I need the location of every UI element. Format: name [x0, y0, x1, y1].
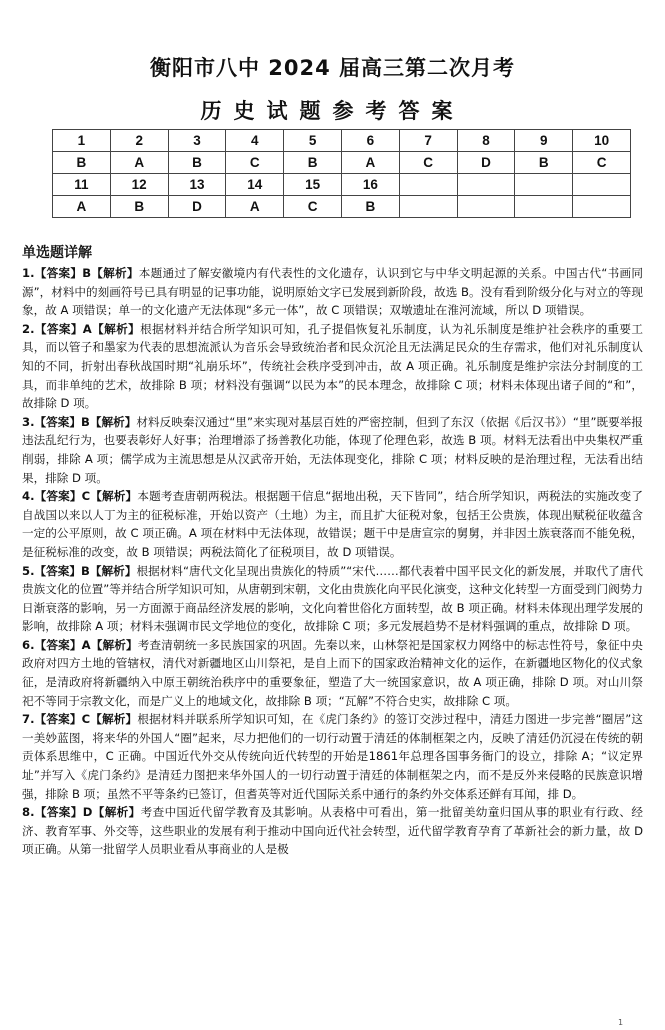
explanation-item-7 [22, 710, 643, 803]
table-cell: B [284, 152, 342, 174]
page-title: 衡阳市八中 2024 届高三第二次月考 [149, 56, 516, 80]
explanation-item-6 [22, 636, 643, 710]
answer-tag: 【答案】C【解析】 [34, 712, 138, 727]
table-cell: C [226, 152, 284, 174]
answer-tag: 【答案】B【解析】 [34, 266, 139, 280]
table-cell: B [168, 152, 226, 174]
table-cell: 2 [110, 130, 168, 152]
item-number: 3. [22, 414, 35, 429]
explanation-item-4 [22, 487, 643, 561]
table-cell: 7 [399, 130, 457, 152]
item-number: 2. [22, 321, 35, 336]
table-cell: 10 [573, 130, 631, 152]
table-cell: A [110, 152, 168, 174]
page-subtitle: 历史试题参考答案 [200, 99, 465, 123]
table-cell: C [399, 152, 457, 174]
table-cell [515, 196, 573, 218]
explanation-text: 本题通过了解安徽境内有代表性的文化遗存，认识到它与中华文明起源的关系。中国古代“书画同源”，材料中的刻画符号已具有明显的记事功能，说明原始文字已发展到新阶段，故选 B。没有看到阶级分化与对立的等现象，故 A 项错误；单一的文化遗产无法体现“多元一体”，故 C 项错误；双墩遗址在淮河流域，所以 D 项错误。 [22, 266, 643, 318]
explanation-text: 考查清朝统一多民族国家的巩固。先秦以来，山林祭祀是国家权力网络中的标志性符号，象征中央政府对四方土地的管辖权，清代对新疆地区山川祭祀，是自上而下的国家政治精神文化的运作，在新疆地区物化的仪式象征，是清政府将新疆纳入中原王朝统治秩序中的重要象征，塑造了大一统国家意识，故 A 项正确，排除 D 项。对山川祭祀不等同于宗教文化，而是广义上的地域文化，故排除 B 项；“瓦解”不符合史实，故排除 C 项。 [22, 637, 643, 708]
table-cell: 6 [341, 130, 399, 152]
table-cell: D [457, 152, 515, 174]
table-cell: C [573, 152, 631, 174]
table-cell: 3 [168, 130, 226, 152]
table-cell: 5 [284, 130, 342, 152]
table-cell [457, 196, 515, 218]
table-cell: 15 [284, 174, 342, 196]
table-cell [399, 196, 457, 218]
answer-tag: 【答案】C【解析】 [34, 489, 138, 504]
table-cell: B [515, 152, 573, 174]
answer-tag: 【答案】A【解析】 [34, 321, 141, 336]
answer-row [53, 196, 631, 218]
item-number: 8. [22, 805, 35, 820]
table-cell: A [226, 196, 284, 218]
table-cell: 8 [457, 130, 515, 152]
table-cell: C [284, 196, 342, 218]
table-cell: A [53, 196, 111, 218]
explanation-text: 根据材料“唐代文化呈现出贵族化的特质”“宋代……都代表着中国平民文化的新发展，并取代了唐代贵族文化的位置”等并结合所学知识可知，从唐朝到宋朝，文化由贵族化向平民化演变，这种文化转型一方面受到门阀势力日渐衰落的影响，另一方面源于商品经济发展的影响，文化向着世俗化方面转型，故 B 项正确。材料未体现出理学发展的影响，故排除 A 项；材料未强调市民文学地位的变化，故排除 C 项；多元发展趋势不是材料强调的重点，故排除 D 项。 [22, 563, 643, 634]
table-cell [573, 174, 631, 196]
table-cell: 12 [110, 174, 168, 196]
item-number: 6. [22, 637, 35, 652]
item-number: 1. [22, 266, 35, 280]
answer-tag: 【答案】A【解析】 [34, 637, 138, 652]
table-cell: B [53, 152, 111, 174]
question-number-row [53, 174, 631, 196]
table-cell [515, 174, 573, 196]
table-cell: B [110, 196, 168, 218]
explanation-text: 根据材料并结合所学知识可知，孔子提倡恢复礼乐制度，认为礼乐制度是维护社会秩序的重要工具，而以管子和墨家为代表的思想流派认为音乐会导致统治者和民众沉沦且无法满足民众的生存需求，他们对礼乐制度认知的不同，折射出春秋战国时期“礼崩乐坏”，传统社会秩序受到冲击，故 A 项正确。礼乐制度是维护宗法分封制度的工具，而非单纯的艺术，故排除 B 项；材料没有强调“以民为本”的民本理念，故排除 C 项；材料未体现出诸子间的“和”，故排除 D 项。 [22, 321, 643, 411]
item-number: 4. [22, 489, 35, 504]
table-cell: D [168, 196, 226, 218]
explanation-item-3 [22, 413, 643, 487]
table-cell [457, 174, 515, 196]
explanation-item-8 [22, 803, 643, 859]
table-cell: 14 [226, 174, 284, 196]
answer-row [53, 152, 631, 174]
explanation-text: 本题考查唐朝两税法。根据题干信息“据地出税，天下皆同”，结合所学知识，两税法的实施改变了自战国以来以人丁为主的征税标准，开始以资产（土地）为主，而且扩大征税对象，包括王公贵族，体现出赋税征收蕴含一定的公平原则，故 C 项正确。A 项在材料中无法体现，故错误；题干中是唐宣宗的舅舅，并非因土族衰落而不能免税，是征税标准的改变，故 B 项错误；两税法简化了征税项目，故 D 项错误。 [22, 489, 643, 559]
explanation-item-5 [22, 562, 643, 636]
answer-tag: 【答案】B【解析】 [34, 414, 137, 429]
table-cell: 13 [168, 174, 226, 196]
table-cell: 16 [341, 174, 399, 196]
table-cell [573, 196, 631, 218]
answer-tag: 【答案】B【解析】 [34, 563, 137, 578]
explanation-item-2 [22, 320, 643, 413]
explanation-text: 材料反映秦汉通过“里”来实现对基层百姓的严密控制，但到了东汉（依据《后汉书》）“里”既要举报违法乱纪行为，也要表彰好人好事；治理增添了扬善教化功能，体现了伦理色彩，故选 B 项。材料无法看出中央集权严重削弱，排除 A 项；儒学成为主流思想是从汉武帝开始，无法体现变化，排除 C 项；材料反映的是治理过程，无法看出结果，排除 D 项。 [22, 414, 643, 485]
table-cell: B [341, 196, 399, 218]
table-cell: 1 [53, 130, 111, 152]
explanation-text: 根据材料并联系所学知识可知，在《虎门条约》的签订交涉过程中，清廷力图进一步完善“圈居”这一美妙蓝图，将来华的外国人“圈”起来，尽力把他们的一切行动置于清廷的体制框架之内，反映了清廷仍沉浸在传统的朝贡体系思维中，C 正确。中国近代外交从传统向近代转型的开始是1861年总理各国事务衙门的设立，排除 A；“议定界址”并写入《虎门条约》是清廷力图把来华外国人的一切行动置于清廷的体制框架之内，而不是反外来侵略的民族意识增强，排除 B 项；虽然不平等条约已签订，但耆英等对近代国际关系中通行的条约外交体系还鲜有耳闻，排 D。 [22, 712, 643, 801]
item-number: 5. [22, 563, 35, 578]
table-cell: 9 [515, 130, 573, 152]
explanation-text: 考查中国近代留学教育及其影响。从表格中可看出，第一批留美幼童归国从事的职业有行政、经济、教育军事、外交等，这些职业的发展有利于推动中国向近代社会转型，近代留学教育孕育了革新社会的新力量，故 D 项正确。从第一批留学人员职业看从事商业的人是极 [22, 805, 643, 857]
explanation-item-1 [22, 264, 643, 320]
question-number-row [53, 130, 631, 152]
page-corner-mark: 1 [618, 1018, 624, 1027]
answer-key-table [52, 129, 631, 218]
table-cell: 11 [53, 174, 111, 196]
answer-tag: 【答案】D【解析】 [34, 805, 141, 820]
explanation-list [22, 264, 643, 859]
table-cell: 4 [226, 130, 284, 152]
item-number: 7. [22, 712, 35, 727]
table-cell: A [341, 152, 399, 174]
section-heading: 单选题详解 [22, 245, 92, 261]
table-cell [399, 174, 457, 196]
